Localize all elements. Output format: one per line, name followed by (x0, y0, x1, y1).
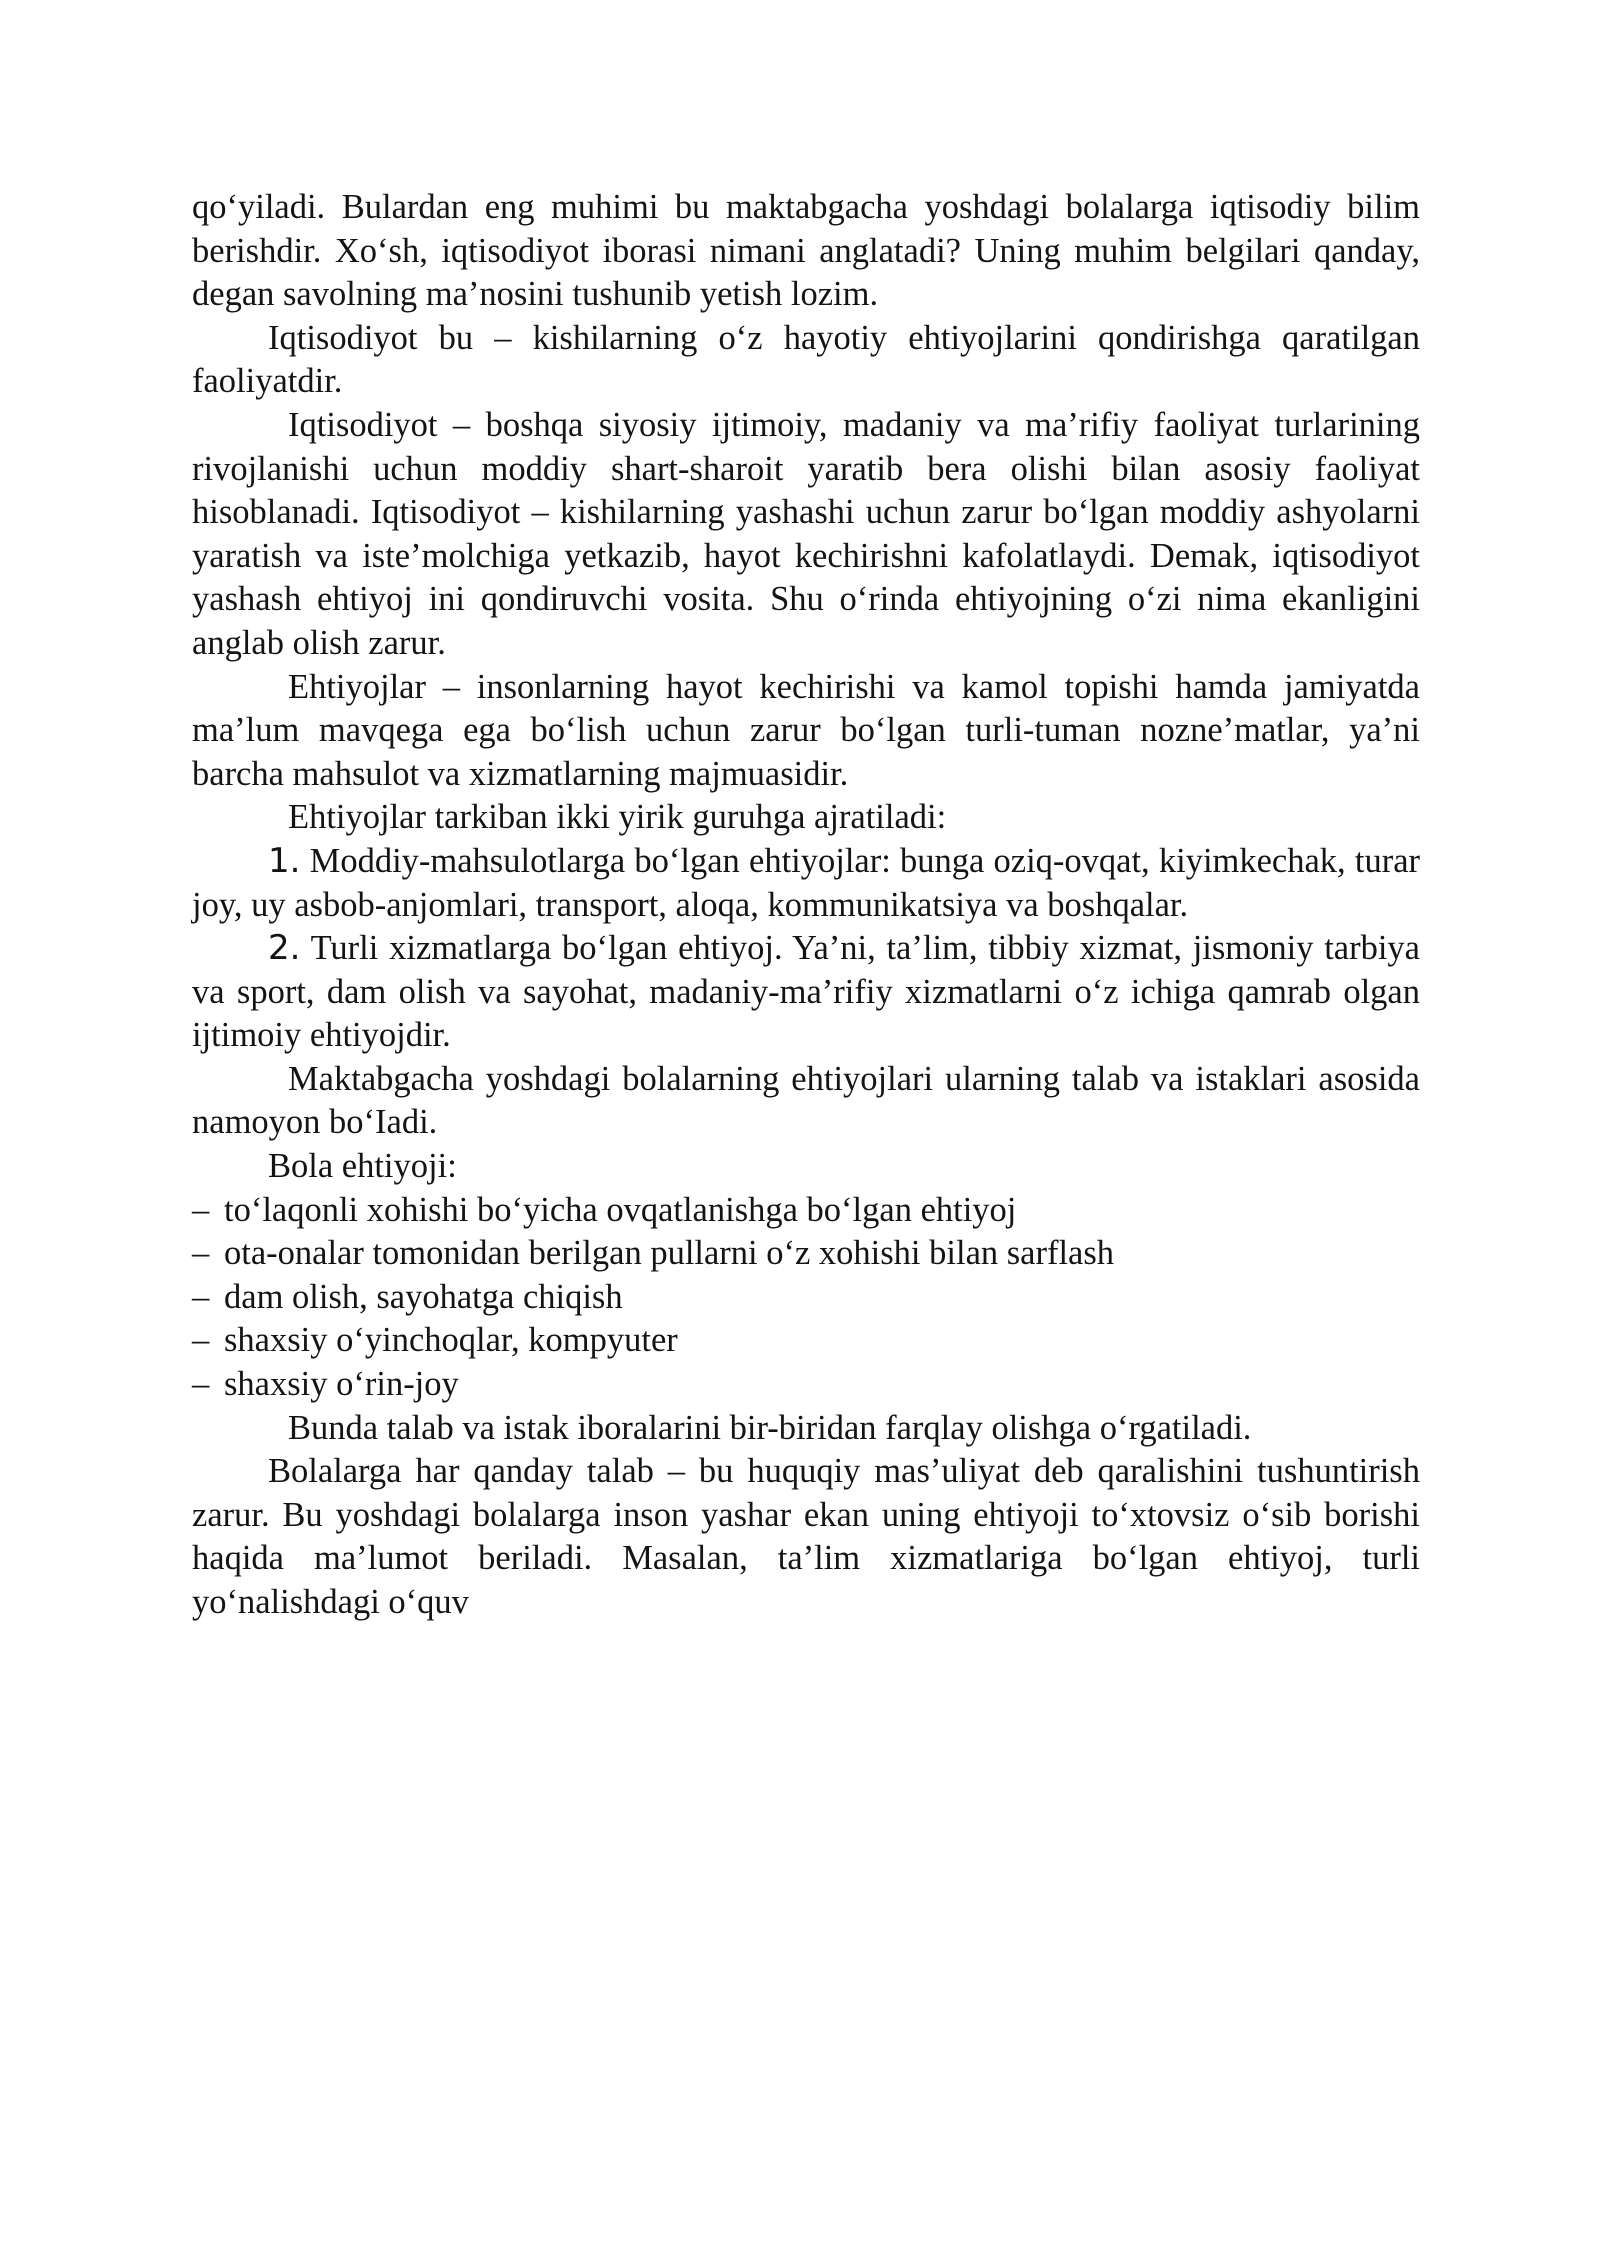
list-item-text: shaxsiy o‘yinchoqlar, kompyuter (224, 1321, 678, 1360)
document-page (192, 186, 1420, 1625)
dash-list (192, 1189, 1420, 1407)
list-item (192, 1363, 1420, 1407)
list-item (192, 1276, 1420, 1320)
item-text: Moddiy-mahsulotlarga bo‘lgan ehtiyojlar: bunga oziq-ovqat, kiyimkechak, turar joy, uy asbob-anjomlari, transport, aloqa, kommunikatsiya va boshqalar. (192, 841, 1420, 924)
list-item (192, 1319, 1420, 1363)
dash-marker: – (192, 1234, 210, 1273)
paragraph-intro: qo‘yiladi. Bulardan eng muhimi bu maktabgacha yoshdagi bolalarga iqtisodiy bilim berishdir. Xo‘sh, iqtisodiyot iborasi nimani anglatadi? Uning muhim belgilari qanday, degan savolning ma’nosini tushunib yetish lozim. (192, 188, 1420, 314)
paragraph-needs: Ehtiyojlar – insonlarning hayot kechirishi va kamol topishi hamda jamiyatda ma’lum mavqega ega bo‘lish uchun zarur bo‘lgan turli-tuman nozne’matlar, ya’ni barcha mahsulot va xizmatlarning majmuasidir. (192, 667, 1420, 793)
list-item-text: to‘laqonli xohishi bo‘yicha ovqatlanishga bo‘lgan ehtiyoj (224, 1190, 1017, 1229)
paragraph-economy: Iqtisodiyot – boshqa siyosiy ijtimoiy, madaniy va ma’rifiy faoliyat turlarining rivojlanishi uchun moddiy shart-sharoit yaratib bera olishi bilan asosiy faoliyat hisoblanadi. Iqtisodiyot – kishilarning yashashi uchun zarur bo‘lgan moddiy ashyolarni yaratish va iste’molchiga yetkazib, hayot kechirishni kafolatlaydi. Demak, iqtisodiyot yashash ehtiyoj ini qondiruvchi vosita. Shu o‘rinda ehtiyojning o‘zi nima ekanligini anglab olish zarur. (192, 405, 1420, 662)
list-item (192, 1232, 1420, 1276)
numbered-item-1 (192, 840, 1420, 927)
dash-marker: – (192, 1190, 210, 1229)
paragraph-groups: Ehtiyojlar tarkiban ikki yirik guruhga ajratiladi: (288, 798, 947, 837)
paragraph-definition: Iqtisodiyot bu – kishilarning o‘z hayotiy ehtiyojlarini qondirishga qaratilgan faoliyatdir. (192, 318, 1420, 401)
dash-marker: – (192, 1321, 210, 1360)
paragraph-preschool: Maktabgacha yoshdagi bolalarning ehtiyojlari ularning talab va istaklari asosida namoyon bo‘Iadi. (192, 1059, 1420, 1142)
list-item-text: ota-onalar tomonidan berilgan pullarni o‘z xohishi bilan sarflash (224, 1234, 1115, 1273)
list-item-text: shaxsiy o‘rin-joy (224, 1365, 459, 1404)
dash-marker: – (192, 1277, 210, 1316)
list-item (192, 1189, 1420, 1233)
list-item-text: dam olish, sayohatga chiqish (224, 1277, 623, 1316)
numbered-item-2 (192, 927, 1420, 1058)
dash-marker: – (192, 1365, 210, 1404)
paragraph-distinguish: Bunda talab va istak iboralarini bir-biridan farqlay olishga o‘rgatiladi. (288, 1408, 1252, 1447)
list-title: Bola ehtiyoji: (268, 1147, 457, 1186)
paragraph-responsibility: Bolalarga har qanday talab – bu huquqiy mas’uliyat deb qaralishini tushuntirish zarur. Bu yoshdagi bolalarga inson yashar ekan uning ehtiyoji to‘xtovsiz o‘sib borishi haqida ma’lumot beriladi. Masalan, ta’lim xizmatlariga bo‘lgan ehtiyoj, turli yo‘nalishdagi o‘quv (192, 1452, 1420, 1621)
item-text: Turli xizmatlarga bo‘lgan ehtiyoj. Ya’ni, ta’lim, tibbiy xizmat, jismoniy tarbiya va sport, dam olish va sayohat, madaniy-ma’rifiy xizmatlarni o‘z ichiga qamrab olgan ijtimoiy ehtiyojdir. (192, 929, 1420, 1055)
item-number: 1. (268, 840, 301, 881)
item-number: 2. (268, 928, 301, 969)
